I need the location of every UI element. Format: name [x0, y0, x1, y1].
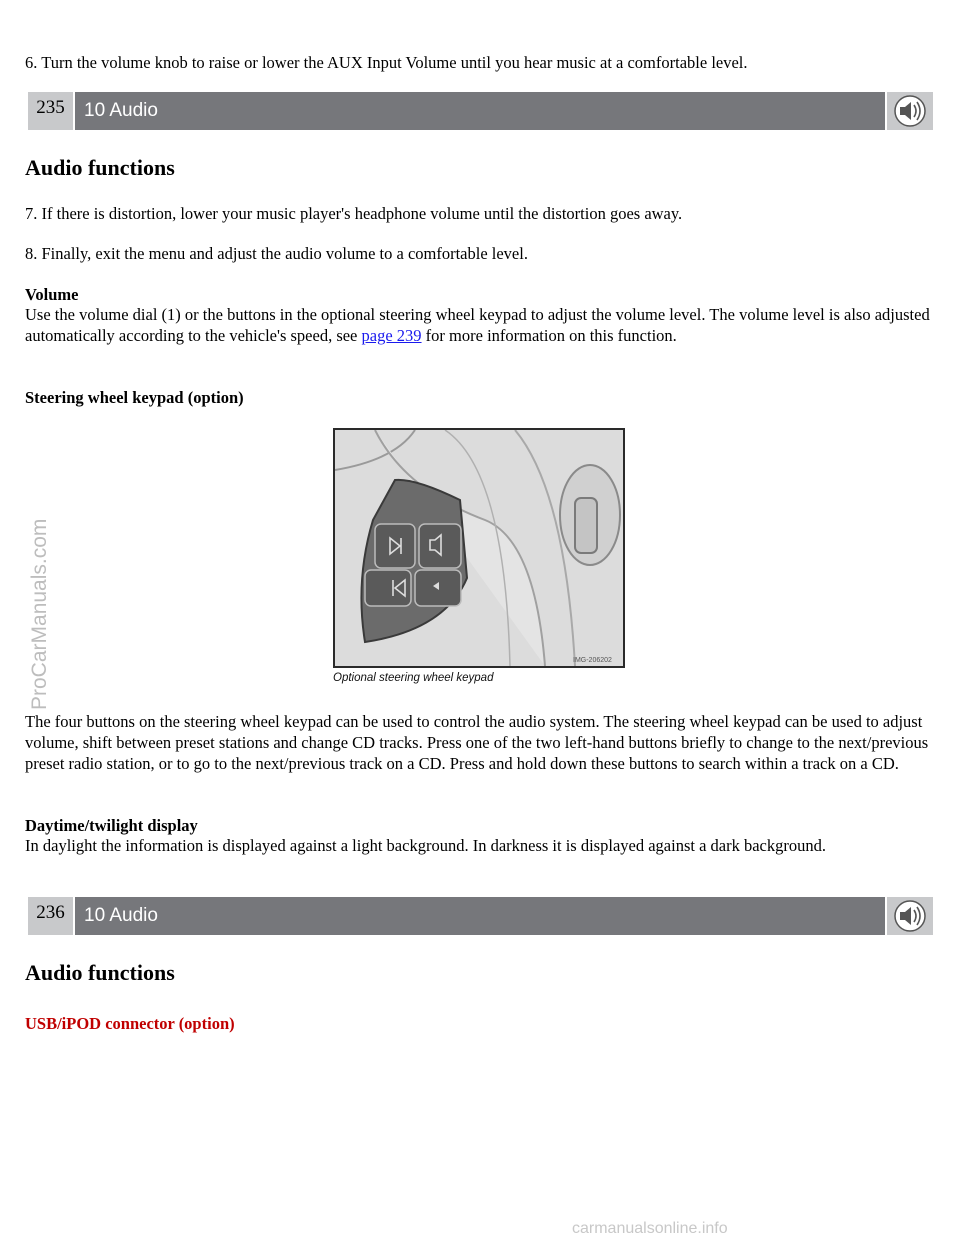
page-number: 235 [28, 92, 73, 130]
watermark-bottom: carmanualsonline.info [572, 1220, 728, 1237]
display-text: In daylight the information is displayed against a light background. In darkness it is displayed against a dark background. [25, 836, 826, 855]
chapter-title-bar [75, 92, 885, 130]
speaker-sound-icon [887, 92, 933, 130]
watermark-left: ProCarManuals.com [28, 518, 51, 710]
chapter-band-235 [28, 92, 933, 130]
chapter-band-236 [28, 897, 933, 935]
figure-code: IMG-206202 [573, 657, 612, 664]
volume-text-part: Use the volume dial (1) or the buttons in the optional steering wheel keypad to adjust the volume level. The volume level is also adjusted automatically according to the vehicle's speed, see [25, 305, 930, 345]
step-6-text: 6. Turn the volume knob to raise or lower the AUX Input Volume until you hear music at a comfortable level. [25, 53, 748, 72]
chapter-title: 10 Audio [84, 905, 158, 926]
step-7-text: 7. If there is distortion, lower your music player's headphone volume until the distortion goes away. [25, 204, 683, 223]
chapter-title: 10 Audio [84, 100, 158, 121]
section-heading: Audio functions [25, 155, 175, 180]
keypad-heading: Steering wheel keypad (option) [25, 388, 244, 407]
chapter-title-bar [75, 897, 885, 935]
keypad-text: The four buttons on the steering wheel keypad can be used to control the audio system. The steering wheel keypad can be used to adjust volume, shift between preset stations and change CD tracks. Press one of the two left-hand buttons briefly to change to the next/previous preset radio station, or to go to the next/previous track on a CD. Press and hold down these buttons to search within a track on a CD. [25, 712, 929, 773]
page-number: 236 [28, 897, 73, 935]
speaker-sound-icon [887, 897, 933, 935]
volume-text-part: for more information on this function. [421, 326, 677, 345]
figure-caption: Optional steering wheel keypad [333, 672, 494, 684]
display-heading: Daytime/twilight display [25, 816, 198, 835]
section-heading: Audio functions [25, 960, 175, 985]
steering-wheel-keypad-figure [333, 428, 625, 668]
usb-heading: USB/iPOD connector (option) [25, 1014, 235, 1033]
volume-text [25, 304, 937, 346]
step-8-text: 8. Finally, exit the menu and adjust the audio volume to a comfortable level. [25, 244, 528, 263]
page-239-link[interactable]: page 239 [361, 326, 422, 345]
volume-heading: Volume [25, 285, 79, 304]
steering-wheel-illustration [335, 430, 623, 666]
